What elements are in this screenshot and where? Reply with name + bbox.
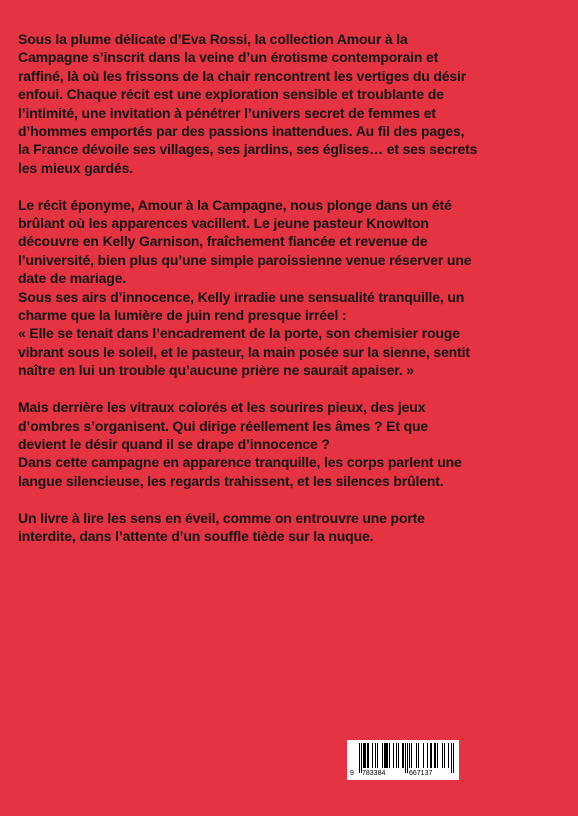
blurb-text xyxy=(18,30,563,564)
barcode-bar xyxy=(365,743,366,768)
barcode-bar xyxy=(435,743,436,768)
barcode-bar xyxy=(377,743,378,768)
barcode-left-digits: 783384 xyxy=(362,770,386,777)
barcode-lead-digit: 9 xyxy=(350,770,354,777)
barcode-bar xyxy=(448,743,449,768)
barcode-digits xyxy=(347,768,459,779)
barcode-bar xyxy=(409,743,410,768)
blurb-paragraph-closing: Un livre à lire les sens en éveil, comme on entrouvre une porte interdite, dans l’attente d’un souffle tiède sur la nuque. xyxy=(18,509,425,544)
barcode-bar xyxy=(444,743,445,768)
barcode-bar xyxy=(372,743,373,768)
barcode-bar xyxy=(402,743,403,768)
blurb-paragraph-intro: Sous la plume délicate d’Eva Rossi, la collection Amour à la Campagne s’inscrit dans la veine d’un érotisme contemporain et raffiné, là où les frissons de la chair rencontrent les vertiges du désir enfoui. Chaque récit est une exploration sensible et troublante de l’intimité, une invitation à pénétrer l’univers secret de femmes et d’hommes emportés par des passions inattendues. Au fil des pages, la France dévoile ses villages, ses jardins, ses églises… et ses secrets les mieux gardés. xyxy=(18,31,478,176)
barcode-bar xyxy=(382,743,383,768)
barcode-bar xyxy=(431,743,432,768)
barcode-bar xyxy=(368,743,369,768)
barcode-bar xyxy=(430,743,431,768)
barcode-bar xyxy=(363,743,364,768)
blurb-paragraph-shadows: Mais derrière les vitraux colorés et les sourires pieux, des jeux d’ombres s’organisent. Qui dirige réellement les âmes ? Et que devient le désir quand il se drape d’innocence ? Dans cette campagne en apparence tranquille, les corps parlent une langue silencieuse, les regards trahissent, et les silences brûlent. xyxy=(18,399,462,489)
isbn-barcode xyxy=(347,740,459,780)
barcode-bar xyxy=(411,743,412,768)
barcode-bar xyxy=(384,743,385,768)
barcode-bar xyxy=(423,743,424,768)
barcode-bar xyxy=(389,743,390,768)
barcode-bar xyxy=(385,743,386,768)
barcode-bar xyxy=(416,743,417,768)
barcode-bar xyxy=(375,743,376,768)
barcode-right-digits: 667137 xyxy=(409,770,433,777)
barcode-bar xyxy=(386,743,387,768)
barcode-bar xyxy=(442,743,443,768)
barcode-bar xyxy=(437,743,438,768)
barcode-bar xyxy=(396,743,397,768)
barcode-bar xyxy=(403,743,404,768)
barcode-bar xyxy=(387,743,388,768)
barcode-bar xyxy=(427,743,428,768)
barcode-bar xyxy=(398,743,399,768)
barcode-bar xyxy=(418,743,419,768)
barcode-bar xyxy=(393,743,394,768)
barcode-bar xyxy=(367,743,368,768)
barcode-bar xyxy=(434,743,435,768)
blurb-paragraph-story: Le récit éponyme, Amour à la Campagne, nous plonge dans un été brûlant où les apparences vacillent. Le jeune pasteur Knowlton découvre en Kelly Garnison, fraîchement fiancée et revenue de l’université, bien plus qu’une simple paroissienne venue réserver une date de mariage. Sous ses airs d’innocence, Kelly irradie une sensualité tranquille, un charme que la lumière de juin rend presque irréel : « Elle se tenait dans l’encadrement de la porte, son chemisier rouge vibrant sous le soleil, et le pasteur, la main posée sur la sienne, sentit naître en lui un trouble qu’aucune prière ne saurait apaiser. » xyxy=(18,196,472,379)
barcode-bar xyxy=(364,743,365,768)
